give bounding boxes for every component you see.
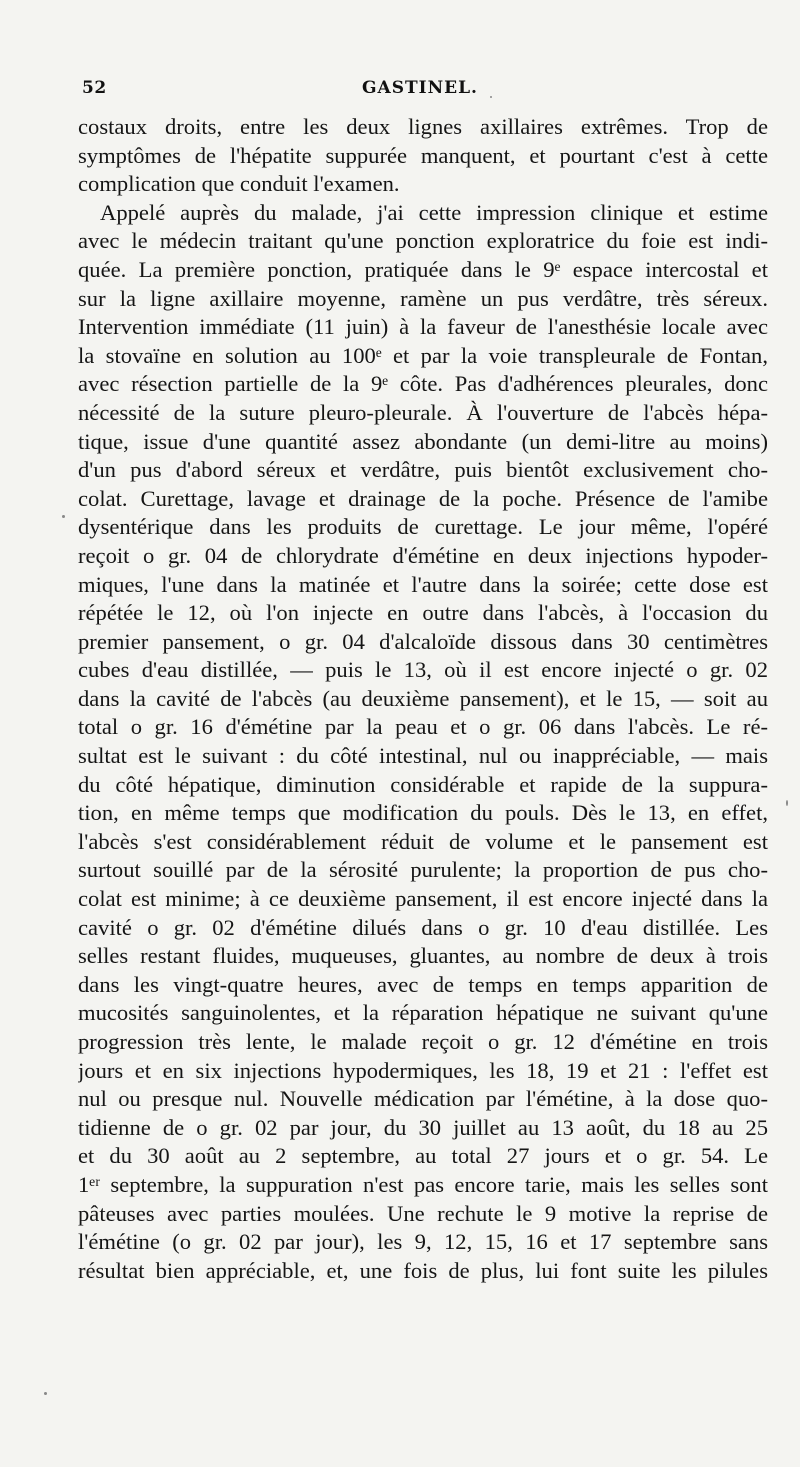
page-number: 52 bbox=[82, 78, 107, 98]
text-line: et du 30 août au 2 septembre, au total 27 jours et o gr. 54. Le bbox=[78, 1143, 768, 1169]
text-line: dysentérique dans les produits de curettage. Le jour même, l'opéré bbox=[78, 514, 768, 540]
text-line: d'un pus d'abord séreux et verdâtre, puis bientôt exclusivement cho- bbox=[78, 457, 768, 483]
text-line: du côté hépatique, diminution considérable et rapide de la suppura- bbox=[78, 771, 768, 797]
text-line: sur la ligne axillaire moyenne, ramène un pus verdâtre, très séreux. bbox=[78, 285, 768, 311]
text-line: sultat est le suivant : du côté intestinal, nul ou inappréciable, — mais bbox=[78, 743, 768, 769]
running-head: GASTINEL. bbox=[362, 78, 478, 98]
text-line: dans les vingt-quatre heures, avec de temps en temps apparition de bbox=[78, 971, 768, 997]
text-line: jours et en six injections hypodermiques, les 18, 19 et 21 : l'effet est bbox=[78, 1057, 768, 1083]
text-line: l'abcès s'est considérablement réduit de volume et le pansement est bbox=[78, 828, 768, 854]
text-line: quée. La première ponction, pratiquée dans le 9ᵉ espace intercostal et bbox=[78, 256, 768, 282]
text-line: nul ou presque nul. Nouvelle médication par l'émétine, à la dose quo- bbox=[78, 1086, 768, 1112]
text-line: la stovaïne en solution au 100ᵉ et par la voie transpleurale de Fontan, bbox=[78, 342, 768, 368]
text-line: Intervention immédiate (11 juin) à la faveur de l'anesthésie locale avec bbox=[78, 314, 768, 340]
text-line: colat. Curettage, lavage et drainage de la poche. Présence de l'amibe bbox=[78, 485, 768, 511]
text-line: symptômes de l'hépatite suppurée manquent, et pourtant c'est à cette bbox=[78, 142, 768, 168]
text-line: l'émétine (o gr. 02 par jour), les 9, 12, 15, 16 et 17 septembre sans bbox=[78, 1229, 768, 1255]
text-line: premier pansement, o gr. 04 d'alcaloïde dissous dans 30 centimètres bbox=[78, 628, 768, 654]
text-line: mucosités sanguinolentes, et la réparation hépatique ne suivant qu'une bbox=[78, 1000, 768, 1026]
text-line: cubes d'eau distillée, — puis le 13, où il est encore injecté o gr. 02 bbox=[78, 657, 768, 683]
text-line: colat est minime; à ce deuxième pansement, il est encore injecté dans la bbox=[78, 886, 768, 912]
text-line: complication que conduit l'examen. bbox=[78, 171, 400, 197]
text-line: avec le médecin traitant qu'une ponction exploratrice du foie est indi- bbox=[78, 228, 768, 254]
text-line: nécessité de la suture pleuro-pleurale. À l'ouverture de l'abcès hépa- bbox=[78, 399, 768, 425]
text-line: pâteuses avec parties moulées. Une rechute le 9 motive la reprise de bbox=[78, 1200, 768, 1226]
page-header bbox=[70, 78, 770, 104]
scan-speck bbox=[786, 800, 788, 806]
text-line: répétée le 12, où l'on injecte en outre dans l'abcès, à l'occasion du bbox=[78, 600, 768, 626]
scan-speck bbox=[490, 96, 492, 98]
text-line: miques, l'une dans la matinée et l'autre dans la soirée; cette dose est bbox=[78, 571, 768, 597]
text-line: total o gr. 16 d'émétine par la peau et o gr. 06 dans l'abcès. Le ré- bbox=[78, 714, 768, 740]
text-line: progression très lente, le malade reçoit o gr. 12 d'émétine en trois bbox=[78, 1029, 768, 1054]
text-line: reçoit o gr. 04 de chlorydrate d'émétine en deux injections hypoder- bbox=[78, 542, 768, 568]
text-line: cavité o gr. 02 d'émétine dilués dans o gr. 10 d'eau distillée. Les bbox=[78, 914, 768, 940]
text-line: tique, issue d'une quantité assez abondante (un demi-litre au moins) bbox=[78, 428, 768, 454]
text-line: 1ᵉʳ septembre, la suppuration n'est pas encore tarie, mais les selles sont bbox=[78, 1171, 768, 1197]
text-line: dans la cavité de l'abcès (au deuxième pansement), et le 15, — soit au bbox=[78, 685, 768, 711]
text-line: Appelé auprès du malade, j'ai cette impression clinique et estime bbox=[100, 199, 768, 225]
text-line: résultat bien appréciable, et, une fois de plus, lui font suite les pilules bbox=[78, 1257, 768, 1283]
text-line: tion, en même temps que modification du pouls. Dès le 13, en effet, bbox=[78, 800, 768, 826]
body-text bbox=[78, 113, 768, 1285]
text-line: tidienne de o gr. 02 par jour, du 30 juillet au 13 août, du 18 au 25 bbox=[78, 1114, 768, 1140]
text-line: costaux droits, entre les deux lignes axillaires extrêmes. Trop de bbox=[78, 114, 768, 139]
text-line: avec résection partielle de la 9ᵉ côte. Pas d'adhérences pleurales, donc bbox=[78, 371, 768, 397]
scan-speck bbox=[62, 515, 65, 518]
text-line: selles restant fluides, muqueuses, gluantes, au nombre de deux à trois bbox=[78, 943, 768, 969]
text-line: surtout souillé par de la sérosité purulente; la proportion de pus cho- bbox=[78, 857, 768, 883]
scan-speck bbox=[44, 1392, 47, 1395]
